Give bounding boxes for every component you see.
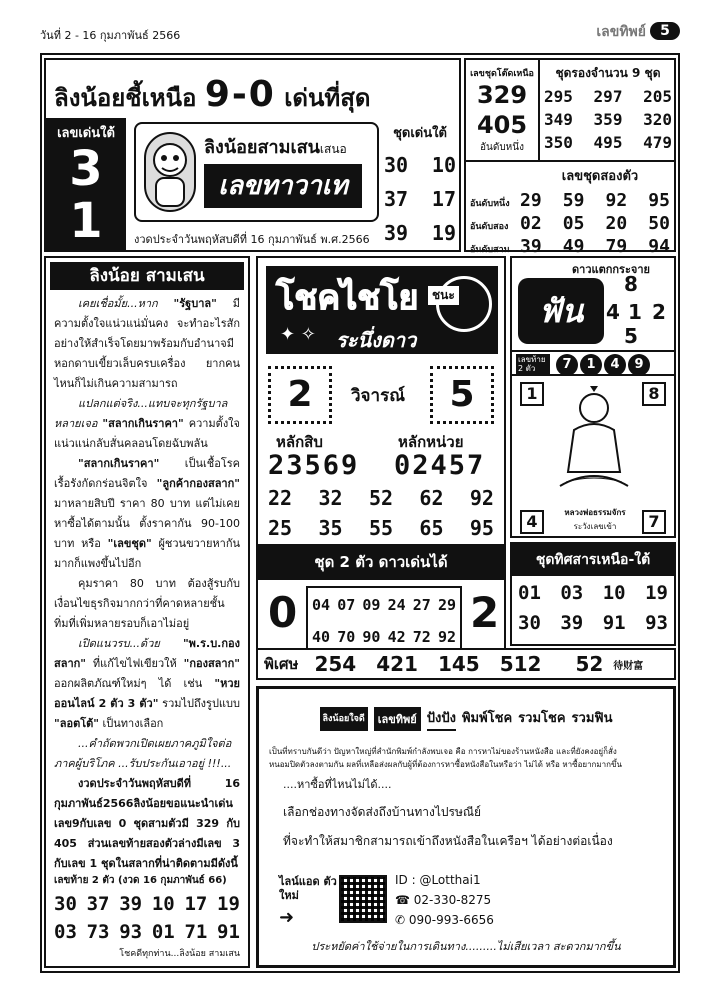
reserve-panel xyxy=(544,64,672,152)
tail-circle: 7 xyxy=(556,354,578,376)
two-digit-row xyxy=(470,213,670,234)
winner-badge: ชนะ xyxy=(428,286,459,305)
set-num: 27 xyxy=(412,596,431,614)
reserve-num: 479 xyxy=(643,133,672,152)
issue-date: วันที่ 2 - 16 กุมภาพันธ์ 2566 xyxy=(40,29,181,42)
two-digit-num: 39 xyxy=(520,236,542,257)
special-content xyxy=(258,650,674,678)
monk-image xyxy=(556,386,632,496)
direction-num: 91 xyxy=(602,612,626,634)
para-quote: "กองสลาก" xyxy=(183,657,240,670)
units-label: หลักหน่วย xyxy=(398,433,464,451)
analysis-label: วิจารณ์ xyxy=(351,386,405,406)
mobile-row xyxy=(395,913,494,927)
set-num: 29 xyxy=(437,596,456,614)
magazine-brand: เลขทิพย์ xyxy=(596,24,646,40)
pair-row xyxy=(268,486,494,510)
column-body xyxy=(46,294,248,874)
ad-panel xyxy=(256,686,676,968)
set-num: 90 xyxy=(362,628,381,646)
special-num: 512 xyxy=(499,652,542,676)
two-digit-num: 20 xyxy=(605,213,628,234)
set-big-right: 2 xyxy=(470,588,500,637)
star-num: 4 xyxy=(606,300,620,324)
tail-num: 37 xyxy=(86,893,110,915)
set-num: 24 xyxy=(387,596,406,614)
direction-num: 01 xyxy=(518,582,541,604)
tail-num: 19 xyxy=(217,893,240,915)
special-num: 421 xyxy=(376,652,418,676)
star-num: 2 xyxy=(652,300,666,324)
para-text: ออกผลิตภัณฑ์ใหม่ๆ ได้ เช่น xyxy=(54,677,215,690)
hot-set-label: เลขชุดโต๊ดเหนือ xyxy=(470,69,534,79)
hot-number-2: 405 xyxy=(476,111,528,139)
tail-num: 93 xyxy=(119,921,143,943)
tail-num: 30 xyxy=(54,893,77,915)
ad-logo: พิมพ์โชค xyxy=(461,711,513,726)
set-num: 40 xyxy=(312,628,331,646)
pair-num: 65 xyxy=(419,516,444,540)
two-digit-num: 59 xyxy=(562,190,585,211)
south-set-label: ชุดเด่นใต้ xyxy=(393,126,447,141)
star-num: 5 xyxy=(624,324,638,348)
ad-logos xyxy=(259,707,673,731)
two-digit-num: 49 xyxy=(562,236,585,257)
para-text: เป็นทางเลือก xyxy=(99,717,164,730)
two-digit-row xyxy=(470,236,670,257)
draw-caption: งวดประจำวันพฤหัสบดีที่ 16 กุมภาพันธ์ พ.ศ.2566 xyxy=(134,233,370,246)
para-text: เปิดแนวรบ...ด้วย xyxy=(78,637,183,650)
digit-box-b: 5 xyxy=(430,366,494,424)
south-set-row xyxy=(384,153,456,177)
star-panel xyxy=(510,256,676,538)
tail-num: 01 xyxy=(151,921,175,943)
para-text: เป็นเชื้อโรคเรื้อรังกัดกร่อนจิตใจ xyxy=(54,457,240,490)
banner-title: โชคไชโย xyxy=(276,278,419,318)
banner-box xyxy=(266,266,498,354)
logo-banner: เลขทาวาเท xyxy=(204,164,362,208)
reserve-row xyxy=(544,133,672,152)
ad-logo: รวมโชค xyxy=(518,711,566,726)
line-id: ID : @Lotthai1 xyxy=(395,873,481,887)
direction-num: 39 xyxy=(560,612,584,634)
para-quote: "รัฐบาล" xyxy=(173,297,217,310)
para-text: มาหลายสิบปี ราคา 80 บาท แต่ไม่เคยหาซื้อได้ตามนั้น ตั้งราคากัน 90-100 บาท หรือ xyxy=(54,497,240,550)
special-num: 254 xyxy=(314,652,357,676)
column-paragraph xyxy=(54,634,240,734)
reserve-num: 350 xyxy=(544,133,573,152)
ad-line: หนอมปิดตัวลงตามกัน ผลที่เหลือส่งผลกับผู้ที่ต้องการหาซื้อหนังสือในหรือว่า ไม่ได้ หรือ หาซื้อยากมากขึ้น xyxy=(269,760,622,769)
tail-circles-row xyxy=(512,350,674,376)
set-big-left: 0 xyxy=(268,588,298,637)
ad-line: ....หาซื้อที่ไหนไม่ได้.... xyxy=(283,778,392,791)
phone-row xyxy=(395,893,491,907)
page-number: 5 xyxy=(650,22,680,40)
two-digit-num: 50 xyxy=(648,213,670,234)
south-set-num: 19 xyxy=(431,221,456,245)
two-digit-num: 79 xyxy=(605,236,628,257)
column-title: ลิงน้อย สามเสน xyxy=(50,262,244,290)
tail-num: 39 xyxy=(119,893,143,915)
special-mark: 待财富 xyxy=(613,660,644,672)
star-num: 8 xyxy=(624,272,638,296)
para-quote: "หวยออนไลน์ 2 ตัว 3 ตัว" xyxy=(54,677,240,710)
reserve-num: 205 xyxy=(643,87,672,106)
headline-right: เด่นที่สุด xyxy=(284,84,371,112)
set-row xyxy=(312,596,456,614)
lead-digit-panel xyxy=(46,118,126,250)
para-text: มีความตั้งใจแน่วแน่มั่นคง จะทำอะไรสักอย่างให้สำเร็จโดยมาพร้อมกับอำนาจมีหอกดาบเขี้ยวเล็บครบเครื่อง ยากคนไหนก็ไม่เกินความสามารถ xyxy=(54,297,241,390)
tail-circle: 9 xyxy=(628,354,650,376)
ad-logo: รวมฟิน xyxy=(571,711,613,726)
para-quote: "สลากเกินราคา" xyxy=(102,417,184,430)
reserve-num: 495 xyxy=(593,133,623,152)
lead-digit-2: 1 xyxy=(69,193,103,249)
ad-line: ที่จะทำให้สมาชิกสามารถเข้าถึงหนังสือในเครือฯ ได้อย่างต่อเนื่อง xyxy=(283,834,613,848)
column-paragraph: ...คำถัดพวกเปิดเผยภาคภูมิใจต่อภาคผู้บริโภค ...รับประกันเอาอยู่ !!!... xyxy=(54,737,232,770)
tail-num: 17 xyxy=(184,893,208,915)
direction-panel xyxy=(510,542,676,646)
mobile-icon: ✆ xyxy=(395,913,409,927)
para-quote: "สลากเกินราคา" xyxy=(78,457,160,470)
tens-digits: 23569 xyxy=(268,450,360,481)
star-title: ดาวแตกกระจาย xyxy=(572,263,650,276)
logo-box xyxy=(134,122,379,222)
phone-1: 02-330-8275 xyxy=(413,893,492,907)
direction-row xyxy=(518,612,668,634)
digit-box-a: 2 xyxy=(268,366,332,424)
south-set-num: 10 xyxy=(431,153,456,177)
direction-num: 03 xyxy=(560,582,584,604)
para-text: เคยเชื่อมั้ย...หาก xyxy=(78,297,174,310)
qr-code-icon xyxy=(339,875,387,923)
para-text: ที่แก้ไขไฟเขียวให้ xyxy=(86,657,184,670)
arrow-icon: ➜ xyxy=(279,907,295,928)
hot-number-1: 329 xyxy=(476,81,528,109)
set-num: 70 xyxy=(337,628,356,646)
reserve-num: 359 xyxy=(593,110,623,129)
tail-circles xyxy=(556,353,652,376)
column-paragraph xyxy=(54,294,240,394)
pair-num: 92 xyxy=(469,486,494,510)
pair-num: 25 xyxy=(268,516,293,540)
phone-icon: ☎ xyxy=(395,893,414,907)
tail-num: 73 xyxy=(86,921,110,943)
reserve-num: 297 xyxy=(593,87,623,106)
tail-num: 10 xyxy=(151,893,175,915)
tail-circle: 1 xyxy=(580,354,602,376)
pair-num: 55 xyxy=(368,516,394,540)
monk-sub: ระวังเลขเข้า xyxy=(573,522,617,531)
ad-footer: ประหยัดค่าใช้จ่ายในการเดินทาง.........ไม่เสียเวลา สะดวกมากขึ้น xyxy=(311,940,621,953)
reserve-num: 349 xyxy=(544,110,573,129)
set-num: 09 xyxy=(362,596,381,614)
set-num: 72 xyxy=(412,628,431,646)
lead-digit-1: 3 xyxy=(69,141,103,197)
direction-title: ชุดทิศสารเหนือ-ใต้ xyxy=(512,544,674,576)
column-paragraph: งวดประจำวันพฤหัสบดีที่ 16 กุมภาพันธ์2566ลิงน้อยขอแนะนำเด่นเลข9กับเลข 0 ชุดสามตัวมี 329 กับ 405 ส่วนเลขท้ายสองตัวล่างมีเลข 3 กับเลข 1 ชุดในสลากที่น่าติดตามมีดังนี้ xyxy=(54,777,240,870)
south-set-num: 17 xyxy=(431,187,456,211)
corner-num: 8 xyxy=(642,382,666,406)
south-set-panel xyxy=(384,122,456,245)
corner-num: 1 xyxy=(520,382,544,406)
para-quote: "เลขชุด" xyxy=(107,537,152,550)
column-paragraph: คุมราคา 80 บาท ต้องสู้รบกับเงื่อนไขธุรกิจมากกว่าที่คาดหลายชั้น ทิ่มที่เพิ่มหลายรอบก็เอาไม่อยู่ xyxy=(54,577,240,630)
reserve-num: 295 xyxy=(544,87,573,106)
column-panel xyxy=(44,256,250,968)
para-text: รวมไปถึงรูปแบบ xyxy=(158,697,240,710)
tail-row xyxy=(54,918,240,946)
set-num: 07 xyxy=(337,596,356,614)
reserve-row xyxy=(544,87,672,106)
tens-label: หลักสิบ xyxy=(276,433,323,451)
ad-logo: ปังปัง xyxy=(427,707,456,731)
south-set-row xyxy=(384,187,456,211)
page-header xyxy=(40,18,680,44)
headline-left: ลิงน้อยชี้เหนือ xyxy=(54,84,197,112)
reserve-row xyxy=(544,110,672,129)
banner-sub: ระนึ่งดาว xyxy=(336,328,417,352)
corner-num: 7 xyxy=(642,510,666,534)
direction-num: 10 xyxy=(602,582,626,604)
chart-label: ฟัน xyxy=(518,278,604,344)
tail-num: 71 xyxy=(184,921,208,943)
two-digit-panel xyxy=(466,160,674,259)
logo-title xyxy=(204,132,347,161)
contact-label: ไลน์แอด ตัวใหม่ xyxy=(279,875,337,902)
pair-num: 32 xyxy=(318,486,343,510)
para-quote: "พ.ร.บ.กองสลาก" xyxy=(54,637,240,670)
two-digit-rank: อันดับสอง xyxy=(470,222,509,232)
direction-row xyxy=(518,582,668,604)
column-paragraph xyxy=(54,394,240,454)
tail-num: 03 xyxy=(54,921,77,943)
set-title: ชุด 2 ตัว ดาวเด่นได้ xyxy=(258,544,504,580)
two-digit-num: 29 xyxy=(520,190,542,211)
number-sets-panel xyxy=(464,58,676,257)
para-quote: "ลูกค้ากองสลาก" xyxy=(156,477,240,490)
forecast-panel xyxy=(256,256,506,678)
reserve-num: 320 xyxy=(643,110,672,129)
column-paragraph xyxy=(54,454,240,574)
monkey-mascot-icon xyxy=(144,132,196,212)
two-digit-rank: อันดับหนึ่ง xyxy=(470,199,510,209)
corner-num: 4 xyxy=(520,510,544,534)
stars-icon: ✦ ✧ xyxy=(280,324,316,345)
para-text: ความตั้งใจแน่วแน่กลับสั่นคลอนโดยฉับพลัน xyxy=(54,417,241,450)
south-set-num: 30 xyxy=(384,153,409,177)
two-digit-num: 05 xyxy=(562,213,585,234)
special-num: 145 xyxy=(437,652,480,676)
headline-score: 9-0 xyxy=(204,74,276,115)
two-digit-num: 02 xyxy=(520,213,542,234)
special-num: 52 xyxy=(575,652,604,676)
para-quote: "ลอตโต้" xyxy=(54,717,100,730)
hot-rank: อันดับหนึ่ง xyxy=(480,142,524,153)
para-text: ผู้ชวนขวายหากันมากก็แพงขึ้นไปอีก xyxy=(54,537,240,570)
south-set-row xyxy=(384,221,456,245)
pair-num: 95 xyxy=(469,516,494,540)
tail-numbers-panel xyxy=(54,873,240,960)
lead-label: เลขเด่นใต้ xyxy=(57,126,115,141)
two-digit-rank: อันดับสาม xyxy=(470,245,510,255)
tail-num: 91 xyxy=(217,921,240,943)
pair-row xyxy=(268,516,494,540)
logo-text: ลิงน้อยสามเสน xyxy=(204,137,320,158)
reserve-label: ชุดรองจำนวน 9 ชุด xyxy=(555,66,661,80)
ad-logo: ลิงน้อยใจดี xyxy=(320,707,368,731)
two-digit-num: 94 xyxy=(648,236,670,257)
ad-logo: เลขทิพย์ xyxy=(374,707,421,731)
special-label: พิเศษ xyxy=(264,655,299,673)
direction-num: 30 xyxy=(518,612,541,634)
south-set-num: 39 xyxy=(384,221,409,245)
direction-num: 19 xyxy=(645,582,668,604)
hot-set-panel xyxy=(466,60,540,160)
pair-num: 35 xyxy=(318,516,343,540)
special-row xyxy=(256,648,676,680)
headline-panel xyxy=(44,58,461,252)
set-row xyxy=(312,628,456,646)
pair-num: 62 xyxy=(419,486,444,510)
two-digit-label: เลขชุดสองตัว xyxy=(561,169,639,184)
two-digit-row xyxy=(470,190,670,211)
monk-name: หลวงพ่อธรรมจักร xyxy=(564,508,626,517)
tail-circle: 4 xyxy=(604,354,626,376)
tail-row xyxy=(54,890,240,918)
two-digit-num: 92 xyxy=(605,190,628,211)
tail-label: เลขท้าย 2 ตัว (งวด 16 กุมภาพันธ์ 66) xyxy=(54,875,227,886)
south-set-num: 37 xyxy=(384,187,409,211)
set-num: 42 xyxy=(387,628,406,646)
tail-circles-label: เลขท้าย 2 ตัว xyxy=(516,354,550,374)
ad-line: เลือกช่องทางจัดส่งถึงบ้านทางไปรษณีย์ xyxy=(283,805,482,819)
two-digit-num: 95 xyxy=(648,190,670,211)
units-digits: 02457 xyxy=(394,450,486,481)
set-num: 04 xyxy=(312,596,331,614)
direction-num: 93 xyxy=(645,612,668,634)
pair-num: 22 xyxy=(268,486,293,510)
headline xyxy=(54,74,370,117)
pair-num: 52 xyxy=(368,486,394,510)
para-text: แปลกแต่จริง...แทบจะทุกรัฐบาลหลายเจอ xyxy=(54,397,228,430)
set-num: 92 xyxy=(437,628,456,646)
signoff: โชคดีทุกท่าน...ลิงน้อย สามเสน xyxy=(119,949,240,959)
ad-line: เป็นที่ทราบกันดีว่า ปัญหาใหญ่ที่สำนักพิมพ์กำลังพบเจอ คือ การหาไม่ของร้านหนังสือ และที่ยังคงอยู่ก็สั่ง xyxy=(269,747,617,756)
logo-suffix: เสนอ xyxy=(319,142,347,156)
star-num: 1 xyxy=(628,300,642,324)
phone-2: 090-993-6656 xyxy=(408,913,494,927)
